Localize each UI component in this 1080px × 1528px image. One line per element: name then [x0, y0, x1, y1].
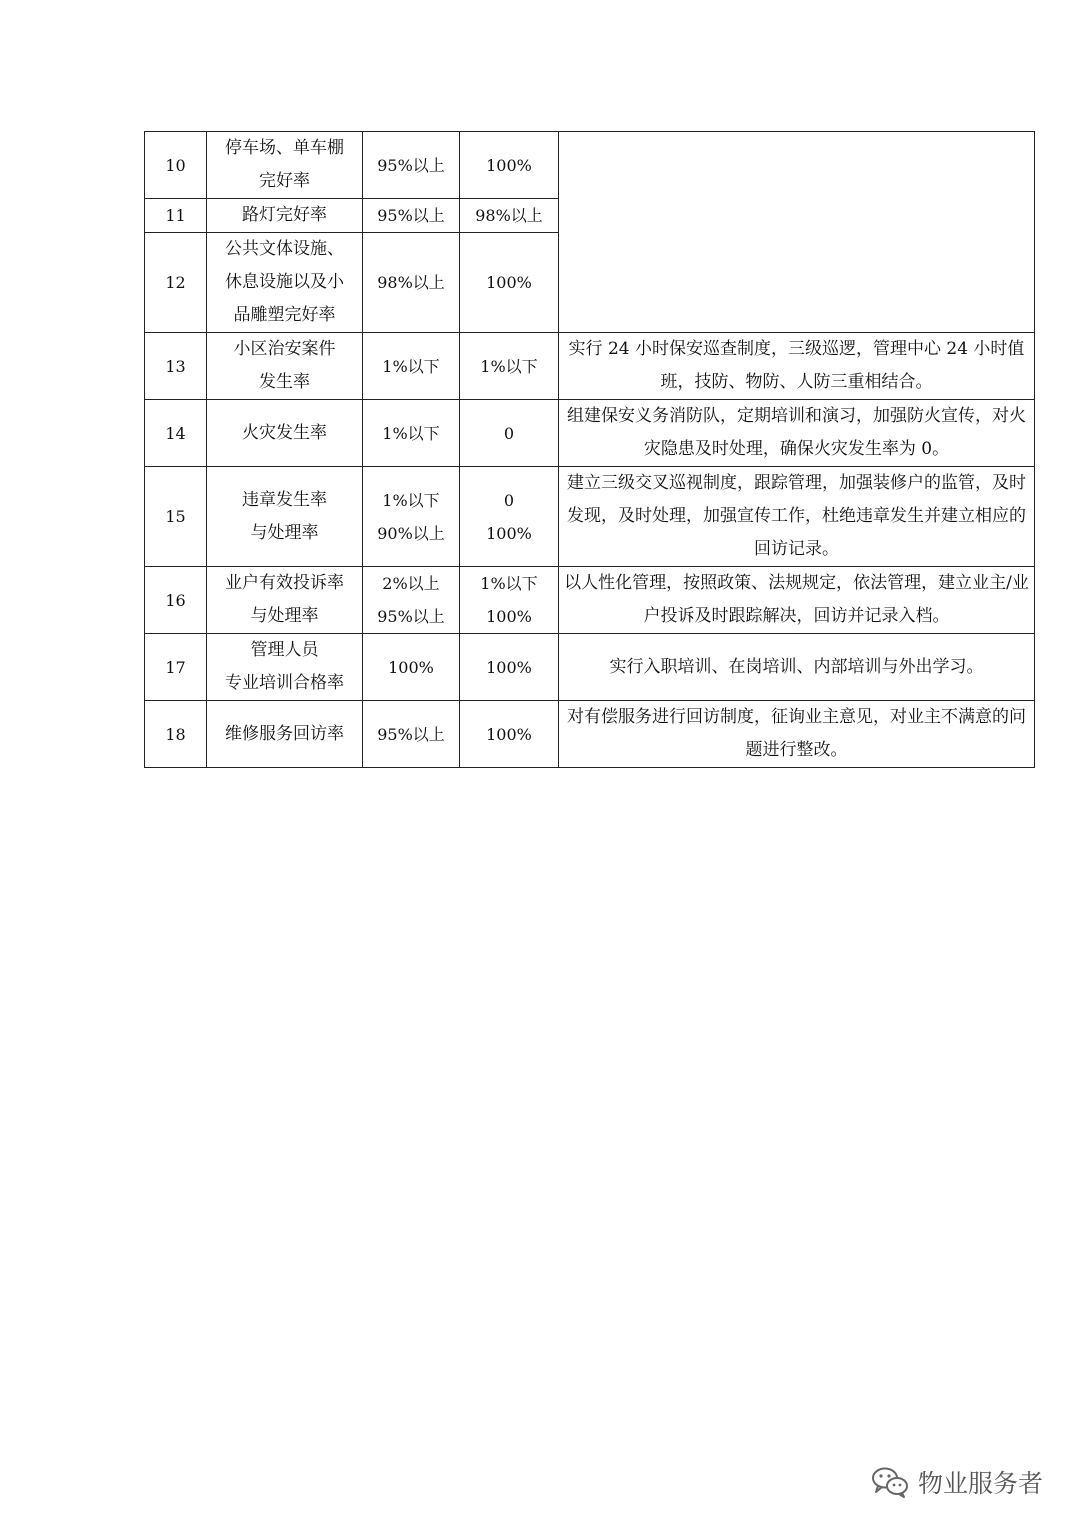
indicator-name: 火灾发生率	[207, 400, 363, 467]
target-value: 100%	[460, 132, 559, 199]
standard-value: 1%以下 90%以上	[363, 467, 460, 567]
row-number: 15	[145, 467, 207, 567]
standard-value: 95%以上	[363, 701, 460, 768]
indicator-name: 维修服务回访率	[207, 701, 363, 768]
standard-value: 100%	[363, 634, 460, 701]
row-number: 10	[145, 132, 207, 199]
watermark	[870, 1462, 1043, 1502]
table-row	[145, 567, 1035, 634]
standards-table	[144, 131, 1035, 768]
measures-text: 实行 24 小时保安巡查制度，三级巡逻，管理中心 24 小时值班，技防、物防、人防三重相结合。	[559, 333, 1035, 400]
standard-value: 2%以上 95%以上	[363, 567, 460, 634]
target-value: 100%	[460, 701, 559, 768]
indicator-name: 公共文体设施、 休息设施以及小 品雕塑完好率	[207, 233, 363, 333]
target-value: 1%以下 100%	[460, 567, 559, 634]
table-row	[145, 333, 1035, 400]
row-number: 18	[145, 701, 207, 768]
row-number: 14	[145, 400, 207, 467]
row-number: 16	[145, 567, 207, 634]
measures-text: 实行入职培训、在岗培训、内部培训与外出学习。	[559, 634, 1035, 701]
target-value: 100%	[460, 233, 559, 333]
indicator-name: 停车场、单车棚 完好率	[207, 132, 363, 199]
standard-value: 1%以下	[363, 400, 460, 467]
indicator-name: 路灯完好率	[207, 199, 363, 233]
standard-value: 95%以上	[363, 132, 460, 199]
table-row	[145, 467, 1035, 567]
target-value: 100%	[460, 634, 559, 701]
measures-text: 组建保安义务消防队，定期培训和演习，加强防火宣传，对火灾隐患及时处理，确保火灾发生率为 0。	[559, 400, 1035, 467]
row-number: 11	[145, 199, 207, 233]
watermark-text: 物业服务者	[918, 1469, 1044, 1498]
indicator-name: 违章发生率 与处理率	[207, 467, 363, 567]
target-value: 0	[460, 400, 559, 467]
table-row	[145, 701, 1035, 768]
wechat-icon	[870, 1465, 910, 1499]
row-number: 12	[145, 233, 207, 333]
target-value: 0 100%	[460, 467, 559, 567]
table-row	[145, 634, 1035, 701]
target-value: 98%以上	[460, 199, 559, 233]
measures-text: 建立三级交叉巡视制度，跟踪管理，加强装修户的监管，及时发现，及时处理，加强宣传工作，杜绝违章发生并建立相应的回访记录。	[559, 467, 1035, 567]
table-row	[145, 400, 1035, 467]
row-number: 17	[145, 634, 207, 701]
indicator-name: 业户有效投诉率 与处理率	[207, 567, 363, 634]
indicator-name: 小区治安案件 发生率	[207, 333, 363, 400]
target-value: 1%以下	[460, 333, 559, 400]
indicator-name: 管理人员 专业培训合格率	[207, 634, 363, 701]
standard-value: 1%以下	[363, 333, 460, 400]
measures-cell-empty	[559, 132, 1035, 333]
table-row	[145, 132, 1035, 199]
measures-text: 以人性化管理，按照政策、法规规定，依法管理，建立业主/业户投诉及时跟踪解决，回访并记录入档。	[559, 567, 1035, 634]
standard-value: 95%以上	[363, 199, 460, 233]
measures-text: 对有偿服务进行回访制度，征询业主意见，对业主不满意的问题进行整改。	[559, 701, 1035, 768]
standard-value: 98%以上	[363, 233, 460, 333]
row-number: 13	[145, 333, 207, 400]
